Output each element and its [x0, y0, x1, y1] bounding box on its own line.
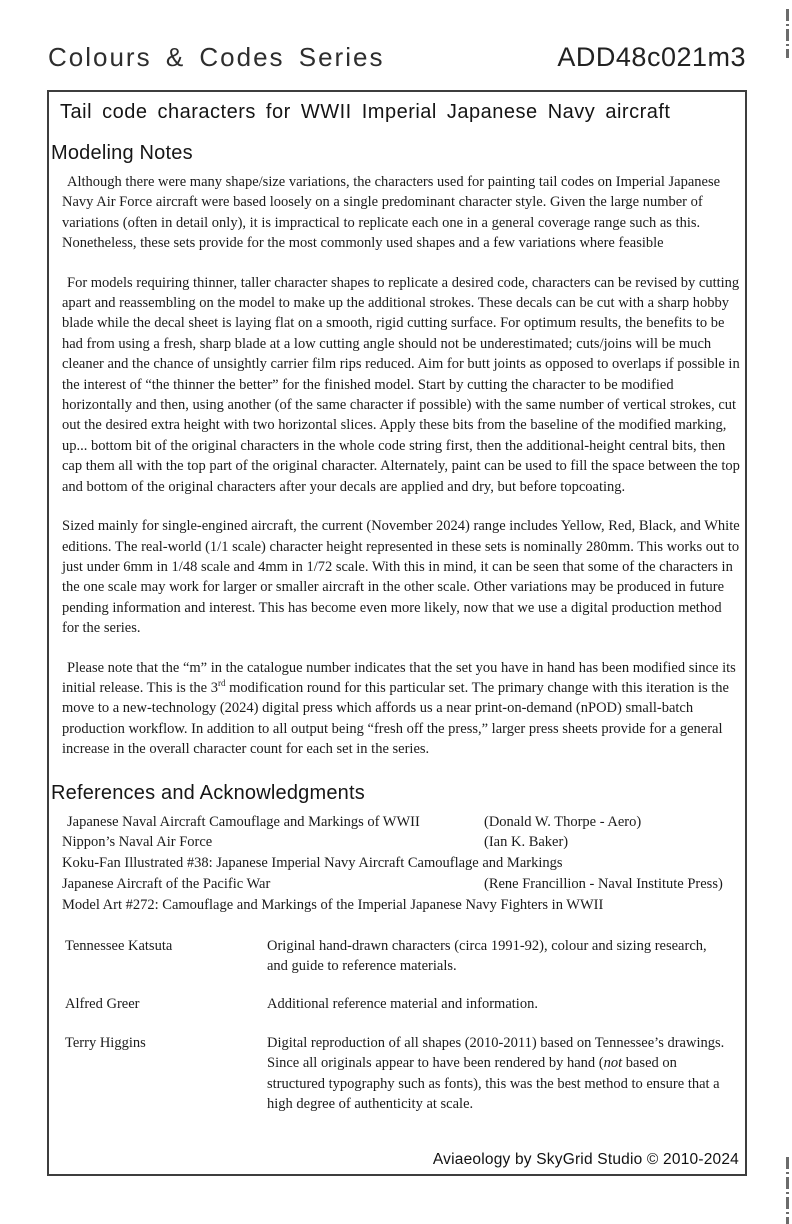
content-panel	[47, 90, 747, 1176]
fold-mark-bottom	[786, 1157, 789, 1224]
modeling-notes-paragraph-4	[62, 658, 741, 760]
reference-attribution: (Ian K. Baker)	[484, 834, 569, 851]
acknowledgment-name: Terry Higgins	[65, 1034, 146, 1051]
text-fragment: Digital reproduction of all shapes (2010-2011) based on Tennessee’s drawings. Since all originals appear to have been rendered by hand (	[267, 1034, 725, 1072]
reference-list	[62, 812, 741, 916]
acknowledgment-name: Tennessee Katsuta	[65, 937, 173, 954]
page-header	[48, 42, 746, 73]
references-heading: References and Acknowledgments	[51, 781, 365, 804]
series-title: Colours & Codes Series	[48, 42, 385, 72]
reference-title: Japanese Naval Aircraft Camouflage and Markings of WWII	[67, 813, 420, 830]
fold-mark-top	[786, 9, 789, 58]
reference-title: Japanese Aircraft of the Pacific War	[62, 875, 271, 892]
reference-item	[62, 853, 741, 874]
modeling-notes-paragraph-1: Although there were many shape/size variations, the characters used for painting tail codes on Imperial Japanese Navy Air Force aircraft were based loosely on a single predominant character style. Given the large number of variations (often in detail only), it is impractical to replicate each one in a general coverage range such as this. Nonetheless, these sets provide for the most commonly used shapes and a few variations where feasible	[62, 174, 721, 252]
acknowledgment-name: Alfred Greer	[65, 996, 140, 1013]
modeling-notes-heading: Modeling Notes	[51, 142, 193, 164]
acknowledgment-description: Original hand-drawn characters (circa 1991-92), colour and sizing research, and guide to reference materials.	[267, 937, 707, 974]
reference-item	[62, 832, 741, 853]
catalog-number: ADD48c021m3	[557, 42, 746, 72]
italic-text: not	[603, 1055, 623, 1072]
reference-title: Koku-Fan Illustrated #38: Japanese Imperial Navy Aircraft Camouflage and Markings	[62, 855, 563, 872]
reference-attribution: (Donald W. Thorpe - Aero)	[484, 813, 642, 830]
ordinal-superscript: rd	[217, 678, 226, 689]
acknowledgment-description: Additional reference material and information.	[267, 996, 538, 1013]
text-fragment: modification round for this particular set. The primary change with this iteration is the move to a new-technology (2024) digital press which affords us a near print-on-demand (nPOD) small-batch production workflow. In addition to all output being “fresh off the press,” larger press sheets provide for a general increase in the overall character count for each set in the series.	[62, 679, 729, 758]
reference-item	[62, 874, 741, 895]
acknowledgment-list	[65, 936, 741, 1115]
sheet-title: Tail code characters for WWII Imperial Japanese Navy aircraft	[60, 101, 671, 123]
reference-item	[62, 895, 741, 916]
modeling-notes-paragraph-2: For models requiring thinner, taller character shapes to replicate a desired code, characters can be revised by cutting apart and reassembling on the model to make up the additional strokes. These decals can be cut with a sharp hobby blade while the decal sheet is laying flat on a smooth, rigid cutting surface. For optimum results, the benefits to be had from using a fresh, sharp blade at a low cutting angle should not be underestimated; cuts/joins will be much cleaner and the chance of unsightly carrier film rips reduced. Aim for butt joints as opposed to overlaps if possible in the interest of “the thinner the better” for the finished model. Start by cutting the character to be modified horizontally and then, using another (of the same character if possible) with the same number of vertical strokes, cut out the desired extra height with two horizontal slices. Apply these bits from the baseline of the modified marking, up... bottom bit of the original characters in the whole code string first, then the additional-height central bits, then cap them all with the top part of the original character. Alternately, paint can be used to fill the space between the top and bottom of the original characters after your decals are applied and dry, but before topcoating.	[62, 274, 740, 495]
text-fragment: based on structured typography such as fonts), this was the best method to ensure that a high degree of authenticity at scale.	[267, 1055, 720, 1112]
text-fragment: Please note that the “m” in the catalogue number indicates that the set you have in hand has been modified since its initial release. This is the 3	[62, 659, 736, 696]
copyright-footer: Aviaeology by SkyGrid Studio © 2010-2024	[432, 1151, 739, 1168]
reference-item	[62, 812, 741, 833]
reference-title: Nippon’s Naval Air Force	[62, 834, 213, 851]
modeling-notes-paragraph-3: Sized mainly for single-engined aircraft, the current (November 2024) range includes Yellow, Red, Black, and White editions. The real-world (1/1 scale) character height represented in these sets is nominally 280mm. This works out to just under 6mm in 1/48 scale and 4mm in 1/72 scale. With this in mind, it can be seen that some of the characters in the one scale may work for larger or smaller aircraft in the other scale. Other variations may be produced in future pending information and interest. This has become even more likely, now that we use a digital production method for the series.	[62, 518, 740, 637]
acknowledgment-description	[267, 1033, 727, 1115]
reference-attribution: (Rene Francillion - Naval Institute Press)	[484, 875, 723, 892]
reference-title: Model Art #272: Camouflage and Markings of the Imperial Japanese Navy Fighters in WWII	[62, 896, 604, 913]
